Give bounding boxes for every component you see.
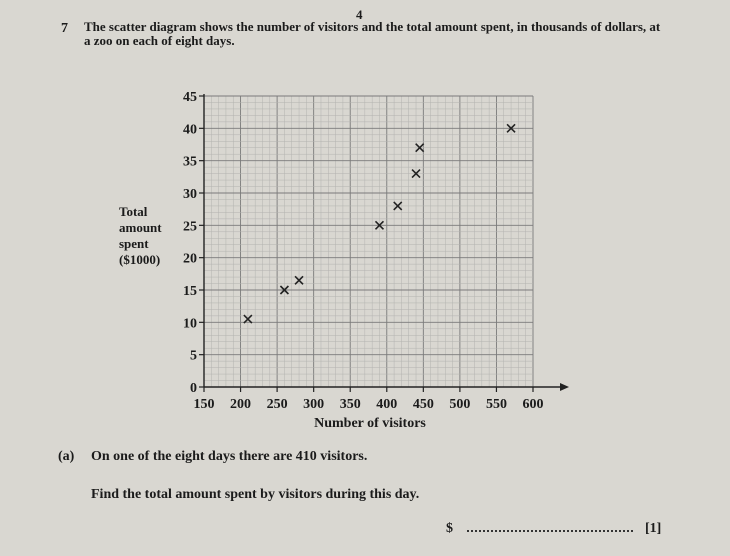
chart-x-axis-label: Number of visitors: [314, 416, 426, 431]
marks-label: [1]: [645, 521, 662, 536]
chart-grid: [204, 96, 533, 387]
y-tick-label: 20: [183, 251, 197, 267]
page-number: 4: [356, 7, 363, 22]
answer-blank[interactable]: [467, 520, 633, 532]
answer-line: [446, 520, 661, 537]
y-tick-label: 30: [183, 187, 197, 202]
x-tick-label: 200: [230, 397, 252, 412]
x-tick-label: 250: [266, 397, 288, 412]
y-tick-label: 5: [190, 348, 197, 364]
x-tick-label: 300: [303, 397, 325, 412]
x-tick-label: 550: [485, 397, 507, 412]
x-tick-label: 350: [339, 397, 361, 412]
x-tick-label: 450: [412, 397, 434, 412]
x-tick-label: 500: [449, 397, 471, 412]
x-tick-label: 150: [193, 397, 215, 412]
y-tick-label: 40: [183, 122, 197, 138]
y-tick-label: 15: [183, 284, 197, 299]
y-tick-label: 0: [190, 381, 197, 396]
y-tick-label: 45: [183, 90, 197, 105]
y-tick-label: 25: [183, 219, 197, 235]
answer-currency: $: [446, 521, 453, 536]
part-a-instruction: Find the total amount spent by visitors during this day.: [91, 487, 420, 502]
chart-y-axis-label: Total amount spent ($1000): [119, 204, 162, 267]
question-number: 7: [61, 21, 68, 36]
x-tick-label: 600: [522, 397, 544, 412]
question-intro: The scatter diagram shows the number of visitors and the total amount spent, in thousands of dollars, at a zoo on each of eight days.: [84, 19, 661, 48]
x-tick-label: 400: [376, 397, 398, 412]
part-a-label: (a): [58, 449, 75, 464]
part-a-question: [58, 449, 367, 465]
y-tick-label: 10: [183, 316, 197, 332]
x-axis-arrow: [560, 383, 569, 391]
y-tick-label: 35: [183, 154, 197, 170]
part-a-text: On one of the eight days there are 410 visitors.: [91, 449, 368, 464]
